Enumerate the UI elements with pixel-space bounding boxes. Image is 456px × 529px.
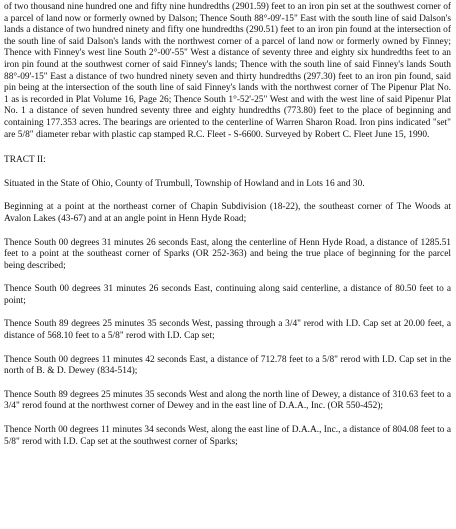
- tract-heading: TRACT II:: [4, 155, 46, 166]
- paragraph-course-3: Thence South 89 degrees 25 minutes 35 seconds West, passing through a 3/4" rerod with I.D. Cap set at 20.00 feet, a distance of 568.10 feet to a 5/8" rerod with I.D. Cap set;: [4, 319, 451, 342]
- paragraph-course-5: Thence South 89 degrees 25 minutes 35 seconds West and along the north line of Dewey, a distance of 310.63 feet to a 3/4" rerod found at the northwest corner of Dewey and in the east line of D.A.A., Inc. (OR 550-452);: [4, 389, 451, 412]
- paragraph-course-2: Thence South 00 degrees 31 minutes 26 seconds East, continuing along said centerline, a distance of 80.50 feet to a point;: [4, 284, 451, 306]
- paragraph-location: Situated in the State of Ohio, County of Trumbull, Township of Howland and in Lots 16 and 30.: [4, 178, 365, 189]
- paragraph-course-4: Thence South 00 degrees 11 minutes 42 seconds East, a distance of 712.78 feet to a 5/8" rerod with I.D. Cap set in the north of B. & D. Dewey (834-514);: [4, 354, 451, 377]
- paragraph-course-6: Thence North 00 degrees 11 minutes 34 seconds West, along the east line of D.A.A., Inc., a distance of 804.08 feet to a 5/8" rerod with I.D. Cap set at the southwest corner of Sparks;: [4, 425, 451, 447]
- paragraph-course-1: Thence South 00 degrees 31 minutes 26 seconds East, along the centerline of Henn Hyde Road, a distance of 1285.51 feet to a point at the southeast corner of Sparks (OR 252-363) and being the true place of beginning for the parcel being described;: [4, 237, 451, 271]
- legal-description-page: [4, 2, 451, 460]
- paragraph-beginning: Beginning at a point at the northeast corner of Chapin Subdivision (18-22), the southeast corner of The Woods at Avalon Lakes (43-67) and at an angle point in Henn Hyde Road;: [4, 202, 451, 224]
- opening-paragraph: of two thousand nine hundred one and fifty nine hundredths (2901.59) feet to an iron pin set at the southwest corner of a parcel of land now or formerly owned by Dalson; Thence South 88°-09'-15" East with the south line of said Dalson's lands a distance of two hundred ninety and fifty one hundredths (290.51) feet to an iron pin found at the intersection of the south line of said Dalson's lands with the northwest corner of a parcel of land now or formerly owned by Finney; Thence with Finney's west line South 2°-00'-55" West a distance of seventy three and eighty six hundredths feet to an iron pin found at the southwest corner of said Finney's lands; Thence with the south line of said Finney's lands South 88°-09'-15" East a distance of two hundred ninety seven and thirty hundredths (297.30) feet to an iron pin found, said pin being at the intersection of the south line of said Finney's lands with the northwest corner of The Pipenur Plat No. 1 as is recorded in Plat Volume 16, Page 26; Thence South 1°-52'-25" West and with the west line of said Pipenur Plat No. 1 a distance of seven hundred seventy three and eighty hundredths (773.80) feet to the place of beginning and containing 177.353 acres. The bearings are oriented to the centerline of Warren Sharon Road. Iron pins indicated "set" are 5/8" diameter rebar with plastic cap stamped R.C. Fleet - S-6600. Surveyed by Robert C. Fleet June 15, 1990.: [4, 2, 451, 140]
